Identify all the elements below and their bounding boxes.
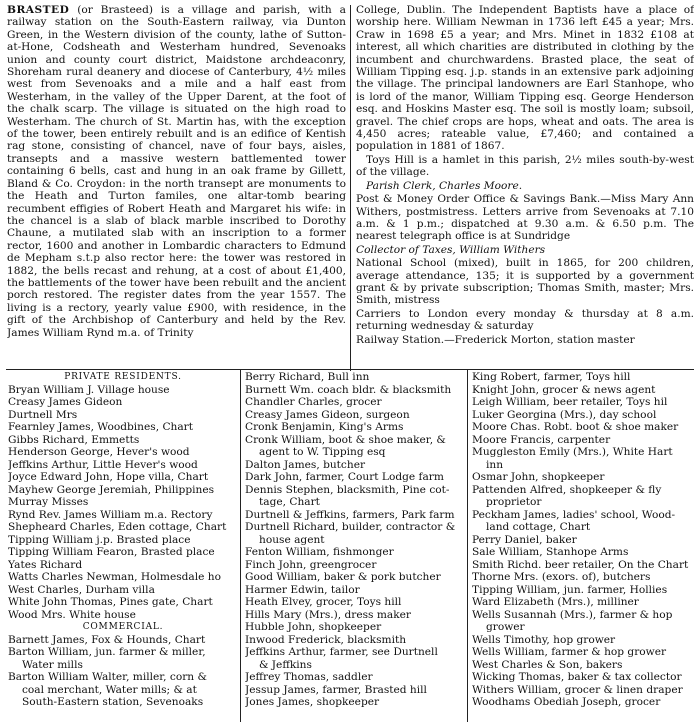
entry-continuation: agent to W. Tipping esq — [259, 446, 386, 458]
directory-entry — [472, 596, 696, 609]
entry-line: Dennis Stephen, blacksmith, Pine cot- — [245, 483, 450, 496]
directory-entry — [472, 484, 696, 509]
directory-entry — [472, 434, 696, 447]
directory-entry — [472, 509, 696, 534]
section-rule — [6, 369, 694, 370]
entry-continuation: land cottage, Chart — [486, 521, 591, 533]
column-divider — [240, 370, 241, 722]
directory-entry — [472, 671, 696, 684]
directory-entry — [472, 646, 696, 659]
entry-line: Tipping William j.p. Brasted place — [8, 533, 191, 546]
entry-line: Jeffkins Arthur, farmer, see Durtnell — [245, 646, 438, 658]
directory-entry — [8, 384, 238, 397]
entry-line: Wells Susannah (Mrs.), farmer & hop — [472, 608, 673, 621]
entry-line: Bryan William J. Village house — [8, 383, 170, 396]
directory-entry — [472, 684, 696, 697]
entry-line: Knight John, grocer & news agent — [472, 383, 656, 396]
directory-entry — [472, 659, 696, 672]
entry-line: Leigh William, beer retailer, Toys hil — [472, 396, 668, 408]
directory-entry — [8, 646, 238, 671]
entry-line: Rynd Rev. James William m.a. Rectory — [8, 508, 213, 521]
entry-line: Good William, baker & pork butcher — [245, 571, 441, 583]
entry-line: Dark John, farmer, Court Lodge farm — [245, 471, 444, 483]
entry-line: Ward Elizabeth (Mrs.), milliner — [472, 596, 639, 608]
entry-line: White John Thomas, Pines gate, Chart — [8, 596, 213, 608]
directory-entry — [472, 384, 696, 397]
entry-line: Gibbs Richard, Emmetts — [8, 433, 140, 446]
directory-entry — [472, 546, 696, 559]
entry-line: Perry Daniel, baker — [472, 533, 577, 546]
directory-entry — [8, 546, 238, 559]
directory-entry — [8, 609, 238, 622]
commercial-list — [8, 634, 238, 709]
directory-entry — [472, 609, 696, 634]
entry-line: Tipping William Fearon, Brasted place — [8, 546, 215, 558]
entry-line: Henderson George, Hever's wood — [8, 446, 190, 458]
entry-line: King Robert, farmer, Toys hill — [472, 371, 631, 383]
directory-column-2 — [245, 371, 465, 723]
directory-entry — [245, 546, 465, 559]
directory-entry — [472, 534, 696, 547]
entry-continuation: tage, Chart — [259, 496, 320, 508]
directory-entry — [8, 434, 238, 447]
entry-line: Yates Richard — [8, 558, 83, 571]
directory-entry — [245, 596, 465, 609]
directory-entry — [8, 571, 238, 584]
directory-entry — [245, 671, 465, 684]
directory-entry — [245, 609, 465, 622]
entry-continuation: grower — [486, 621, 525, 633]
directory-entry — [245, 584, 465, 597]
commercial-list — [245, 371, 465, 709]
railway-station-line: Railway Station.—Frederick Morton, station master — [356, 333, 635, 346]
entry-line: Shepheard Charles, Eden cottage, Chart — [8, 521, 227, 533]
entry-line: Harmer Edwin, tailor — [245, 583, 360, 596]
entry-line: Thorne Mrs. (exors. of), butchers — [472, 571, 651, 583]
directory-entry — [8, 596, 238, 609]
directory-entry — [8, 559, 238, 572]
directory-entry — [245, 434, 465, 459]
entry-line: Jessup James, farmer, Brasted hill — [245, 683, 427, 696]
entry-line: Mayhew George Jeremiah, Philippines — [8, 483, 215, 496]
entry-line: Hubble John, shopkeeper — [245, 621, 382, 633]
collector-line: Collector of Taxes, William Withers — [356, 243, 546, 256]
directory-entry — [472, 559, 696, 572]
entry-line: Finch John, greengrocer — [245, 558, 377, 571]
entry-line: Barton William, jun. farmer & miller, — [8, 646, 206, 658]
directory-entry — [245, 684, 465, 697]
intro-right-paragraph: College, Dublin. The Independent Baptists have a place of worship here. William Newman in 1736 left £45 a year; Mrs. Craw in 1698 £5 a year; and Mrs. Minet in 1832 £108 at interest, all which charities are distributed in clothing by the incumbent and churchwardens. Brasted place, the seat of William Tipping esq. j.p. stands in an extensive park adjoining the village. The principal landowners are Earl Stanhope, who is lord of the manor, William Tipping esq. George Henderson esq. and Hoskins Master esq. The soil is mostly loam; subsoil, gravel. The chief crops are hops, wheat and oats. The area is 4,450 acres; rateable value, £7,460; and contained a population in 1881 of 1867. — [356, 4, 694, 153]
intro-left-column — [7, 4, 346, 370]
directory-column-1 — [8, 371, 238, 723]
commercial-heading: COMMERCIAL. — [82, 622, 164, 632]
directory-entry — [245, 421, 465, 434]
carriers-paragraph: Carriers to London every monday & thursday at 8 a.m. returning wednesday & saturday — [356, 307, 694, 333]
brasted-description-text: (or Brasteed) is a village and parish, with a railway station on the South-Eastern railway, via Dunton Green, in the Western division of the county, lathe of Sutton-at-Hone, Codsheath and Westerham hundred, Sevenoaks union and county court district, Maidstone archdeaconry, Shoreham rural deanery and diocese of Canterbury, 4½ miles west from Sevenoaks and a mile and a half east from Westerham, in the valley of the Upper Darent, at the foot of the chalk scarp. The village is situated on the high road to Westerham. The church of St. Martin has, with the exception of the tower, been entirely rebuilt and is an edifice of Kentish rag stone, consisting of chancel, nave of four bays, aisles, transepts and a massive western battlemented tower containing 6 bells, cast and hung in an oak frame by Gillett, Bland & Co. Croydon: in the north transept are monuments to the Heath and Turton familes, one altar-tomb bearing recumbent effigies of Robert Heath and Margaret his wife: in the chancel is a slab of black marble inscribed to Dorothy Chaune, a mutilated slab with an inscription to a former rector, 1600 and another in Lombardic characters to Edmund de Mepham s.t.p also rector here: the tower was restored in 1882, the bells recast and rehung, at a cost of about £1,400, the battlements of the tower have been rebuilt and the ancient porch restored. The register dates from the year 1557. The living is a rectory, yearly value £900, with residence, in the gift of the Archbishop of Canterbury and held by the Rev. James William Rynd m.a. of Trinity — [7, 4, 346, 339]
entry-line: Luker Georgina (Mrs.), day school — [472, 408, 657, 421]
entry-line: West Charles & Son, bakers — [472, 658, 623, 671]
entry-line: Berry Richard, Bull inn — [245, 371, 370, 383]
private-residents-list — [8, 384, 238, 622]
directory-entry — [245, 559, 465, 572]
directory-entry — [472, 371, 696, 384]
entry-line: Creasy James Gideon — [8, 396, 123, 408]
entry-line: Woodhams Obediah Joseph, grocer — [472, 696, 661, 708]
entry-line: Wells Timothy, hop grower — [472, 633, 616, 646]
entry-line: Durtnell Richard, builder, contractor & — [245, 521, 456, 533]
directory-entry — [245, 384, 465, 397]
private-residents-heading: PRIVATE RESIDENTS. — [64, 372, 182, 382]
entry-line: Wood Mrs. White house — [8, 608, 136, 621]
directory-entry — [8, 409, 238, 422]
directory-entry — [8, 446, 238, 459]
entry-line: Smith Richd. beer retailer, On the Chart — [472, 558, 689, 571]
directory-entry — [472, 634, 696, 647]
directory-entry — [245, 471, 465, 484]
directory-entry — [472, 446, 696, 471]
directory-entry — [245, 396, 465, 409]
directory-entry — [245, 371, 465, 384]
directory-entry — [472, 409, 696, 422]
directory-entry — [8, 459, 238, 472]
directory-entry — [245, 646, 465, 671]
directory-entry — [245, 621, 465, 634]
directory-entry — [472, 471, 696, 484]
directory-entry — [8, 509, 238, 522]
directory-entry — [245, 509, 465, 522]
entry-line: Sale William, Stanhope Arms — [472, 546, 629, 558]
entry-line: Inwood Frederick, blacksmith — [245, 633, 407, 646]
place-heading: BRASTED — [7, 4, 70, 16]
directory-column-3 — [472, 371, 696, 723]
directory-entry — [472, 396, 696, 409]
entry-line: Moore Chas. Robt. boot & shoe maker — [472, 421, 679, 433]
entry-line: Hills Mary (Mrs.), dress maker — [245, 608, 411, 621]
directory-entry — [8, 671, 238, 709]
entry-line: Withers William, grocer & linen draper — [472, 683, 683, 696]
entry-continuation: & Jeffkins — [259, 658, 312, 671]
entry-continuation: Water mills — [22, 658, 83, 671]
entry-continuation: proprietor — [486, 496, 542, 508]
entry-line: Joyce Edward John, Hope villa, Chart — [8, 471, 209, 483]
column-divider — [467, 370, 468, 722]
entry-line: Moore Francis, carpenter — [472, 433, 611, 446]
entry-continuation: house agent — [259, 533, 325, 546]
directory-entry — [245, 521, 465, 546]
directory-entry — [8, 496, 238, 509]
entry-line: West Charles, Durham villa — [8, 583, 155, 596]
entry-line: Wells William, farmer & hop grower — [472, 646, 667, 658]
entry-line: Tipping William, jun. farmer, Hollies — [472, 583, 668, 596]
entry-line: Murray Misses — [8, 496, 89, 508]
directory-entry — [245, 696, 465, 709]
entry-line: Jones James, shopkeeper — [245, 696, 380, 708]
entry-line: Pattenden Alfred, shopkeeper & fly — [472, 483, 662, 496]
directory-entry — [472, 421, 696, 434]
commercial-list — [472, 371, 696, 709]
entry-continuation: inn — [486, 458, 504, 471]
entry-line: Barnett James, Fox & Hounds, Chart — [8, 633, 206, 646]
entry-continuation: coal merchant, Water mills; & at — [22, 683, 197, 696]
entry-line: Creasy James Gideon, surgeon — [245, 408, 410, 421]
parish-clerk-line: Parish Clerk, Charles Moore. — [366, 179, 523, 192]
brasted-description — [7, 4, 346, 339]
directory-entry — [472, 571, 696, 584]
entry-line: Wicking Thomas, baker & tax collector — [472, 671, 682, 683]
post-office-paragraph: Post & Money Order Office & Savings Bank.—Miss Mary Ann Withers, postmistress. Letters arrive from Sevenoaks at 7.10 a.m. & 1 p.m.; dispatched at 9.30 a.m. & 6.50 p.m. The nearest telegraph office is at Sundridge — [356, 193, 694, 243]
entry-line: Burnett Wm. coach bldr. & blacksmith — [245, 383, 452, 396]
entry-line: Barton William Walter, miller, corn & — [8, 671, 207, 683]
directory-entry — [8, 534, 238, 547]
directory-entry — [8, 634, 238, 647]
entry-line: Heath Elvey, grocer, Toys hill — [245, 596, 402, 608]
entry-line: Peckham James, ladies' school, Wood- — [472, 508, 676, 521]
entry-continuation: South-Eastern station, Sevenoaks — [22, 696, 204, 708]
directory-entry — [245, 459, 465, 472]
entry-line: Osmar John, shopkeeper — [472, 471, 605, 483]
entry-line: Jeffrey Thomas, saddler — [245, 671, 373, 683]
directory-entry — [8, 584, 238, 597]
directory-entry — [8, 484, 238, 497]
entry-line: Watts Charles Newman, Holmesdale ho — [8, 571, 221, 583]
directory-entry — [8, 396, 238, 409]
directory-entry — [8, 521, 238, 534]
entry-line: Fearnley James, Woodbines, Chart — [8, 421, 194, 433]
entry-line: Muggleston Emily (Mrs.), White Hart — [472, 446, 673, 458]
entry-line: Jeffkins Arthur, Little Hever's wood — [8, 458, 198, 471]
national-school-paragraph: National School (mixed), built in 1865, for 200 children, average attendance, 135; it is supported by a government grant & by private subscription; Thomas Smith, master; Mrs. Smith, mistress — [356, 257, 694, 307]
directory-entry — [472, 584, 696, 597]
entry-line: Cronk Benjamin, King's Arms — [245, 421, 404, 433]
entry-line: Durtnell Mrs — [8, 408, 78, 421]
directory-entry — [245, 571, 465, 584]
entry-line: Fenton William, fishmonger — [245, 546, 394, 558]
directory-entry — [245, 409, 465, 422]
column-divider — [350, 5, 351, 371]
entry-line: Durtnell & Jeffkins, farmers, Park farm — [245, 508, 455, 521]
entry-line: Cronk William, boot & shoe maker, & — [245, 433, 446, 446]
toys-hill-paragraph: Toys Hill is a hamlet in this parish, 2½ miles south-by-west of the village. — [356, 153, 694, 179]
directory-entry — [245, 484, 465, 509]
entry-line: Dalton James, butcher — [245, 458, 366, 471]
directory-entry — [8, 471, 238, 484]
directory-entry — [8, 421, 238, 434]
intro-right-column — [356, 4, 694, 370]
directory-entry — [472, 696, 696, 709]
directory-entry — [245, 634, 465, 647]
entry-line: Chandler Charles, grocer — [245, 396, 382, 408]
